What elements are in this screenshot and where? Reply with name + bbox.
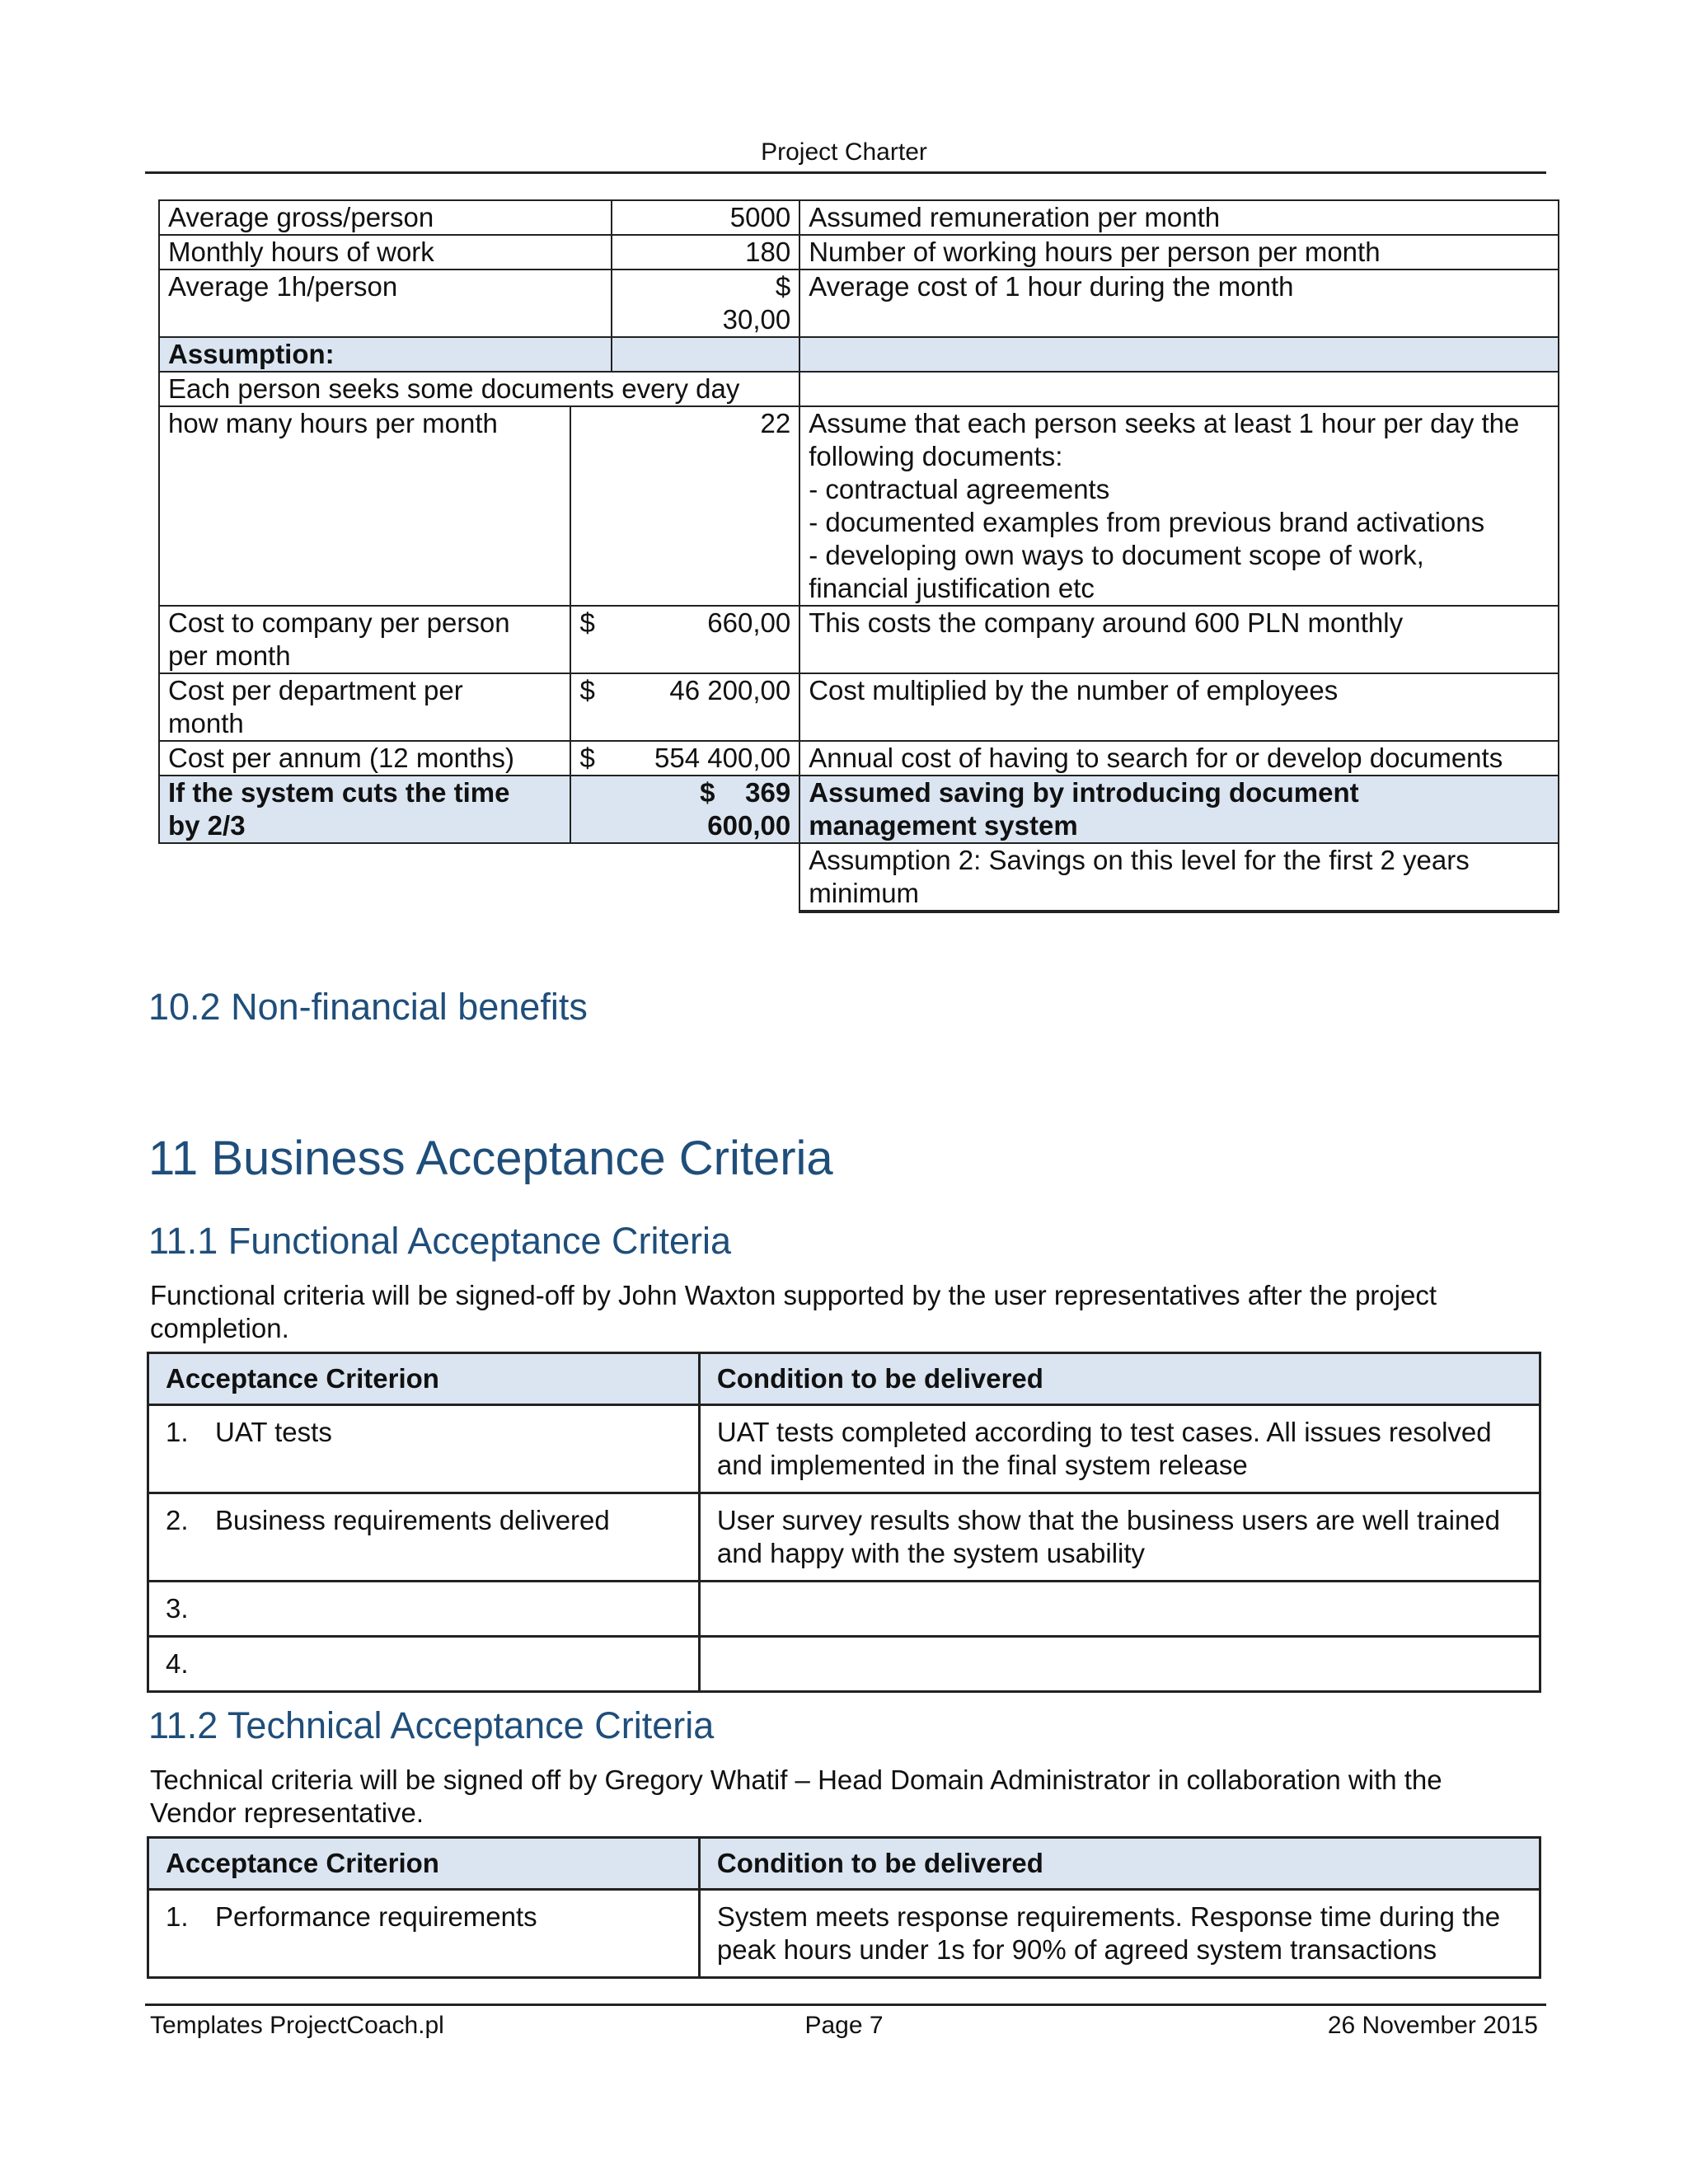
row-label: Monthly hours of work <box>159 235 612 269</box>
note-line: - contractual agreements <box>809 474 1110 504</box>
row-note: Assumed saving by introducing document management system <box>799 776 1559 843</box>
row-label: Cost per department per month <box>159 673 570 741</box>
section-heading-11-1: 11.1 Functional Acceptance Criteria <box>148 1220 732 1262</box>
condition-cell: System meets response requirements. Response time during the peak hours under 1s for 90% of agreed system transactions <box>699 1890 1540 1978</box>
row-note: Assumption 2: Savings on this level for the first 2 years minimum <box>799 843 1559 912</box>
table-row <box>148 1637 1540 1692</box>
assumption-text: Each person seeks some documents every day <box>159 372 799 406</box>
row-label: how many hours per month <box>159 406 570 606</box>
row-note <box>799 406 1559 606</box>
row-label: Cost per annum (12 months) <box>159 741 570 776</box>
note-line: following documents: <box>809 441 1063 471</box>
currency-symbol: $ <box>700 777 715 808</box>
table-row <box>159 843 1559 912</box>
section-heading-11: 11 Business Acceptance Criteria <box>148 1132 833 1185</box>
cost-table <box>158 199 1559 913</box>
footer-date: 26 November 2015 <box>1327 2012 1538 2039</box>
footer-left: Templates ProjectCoach.pl <box>150 2012 444 2039</box>
row-value: 22 <box>570 406 799 606</box>
amount: $ 369 600,00 <box>570 776 799 843</box>
table-header-row <box>148 1838 1540 1890</box>
section-heading-10-2: 10.2 Non-financial benefits <box>148 986 588 1028</box>
header-divider <box>145 171 1546 174</box>
note-line: financial justification etc <box>809 573 1095 603</box>
currency-symbol: $ <box>570 741 612 776</box>
table-row <box>159 776 1559 843</box>
table-row <box>159 673 1559 741</box>
amount: 554 400,00 <box>612 741 799 776</box>
condition-cell: User survey results show that the business users are well trained and happy with the system usability <box>699 1493 1540 1582</box>
functional-criteria-table <box>147 1352 1541 1693</box>
table-row <box>159 200 1559 235</box>
row-note: Average cost of 1 hour during the month <box>799 269 1559 337</box>
criterion-cell: 1. Performance requirements <box>148 1890 700 1978</box>
technical-intro: Technical criteria will be signed off by Gregory Whatif – Head Domain Administrator in collaboration with the Vendor representative. <box>150 1765 1442 1828</box>
note-line: - developing own ways to document scope of work, <box>809 540 1424 570</box>
page-number: Page 7 <box>804 2012 884 2039</box>
condition-cell: UAT tests completed according to test cases. All issues resolved and implemented in the final system release <box>699 1405 1540 1493</box>
table-row <box>159 337 1559 372</box>
table-row <box>148 1582 1540 1637</box>
criterion-cell: 1. UAT tests <box>148 1405 700 1493</box>
table-row <box>148 1493 1540 1582</box>
currency-symbol: $ <box>570 606 612 673</box>
criterion-cell: 2. Business requirements delivered <box>148 1493 700 1582</box>
row-note: Cost multiplied by the number of employees <box>799 673 1559 741</box>
condition-cell <box>699 1637 1540 1692</box>
row-note: Assumed remuneration per month <box>799 200 1559 235</box>
row-label: If the system cuts the time by 2/3 <box>159 776 570 843</box>
criterion-cell: 3. <box>148 1582 700 1637</box>
currency-symbol: $ <box>775 271 791 302</box>
table-row <box>159 606 1559 673</box>
amount: 660,00 <box>612 606 799 673</box>
table-header-row <box>148 1353 1540 1405</box>
row-value: 180 <box>612 235 799 269</box>
criterion-cell: 4. <box>148 1637 700 1692</box>
assumption-label: Assumption: <box>159 337 612 372</box>
table-row <box>159 406 1559 606</box>
note-line: Assume that each person seeks at least 1 hour per day the <box>809 408 1520 438</box>
column-header: Condition to be delivered <box>699 1838 1540 1890</box>
section-heading-11-2: 11.2 Technical Acceptance Criteria <box>148 1704 715 1746</box>
row-value <box>612 269 799 337</box>
table-row <box>148 1405 1540 1493</box>
amount: 46 200,00 <box>612 673 799 741</box>
row-label: Average gross/person <box>159 200 612 235</box>
currency-symbol: $ <box>570 673 612 741</box>
column-header: Acceptance Criterion <box>148 1838 700 1890</box>
row-label: Cost to company per person per month <box>159 606 570 673</box>
column-header: Condition to be delivered <box>699 1353 1540 1405</box>
amount: 30,00 <box>722 304 791 335</box>
row-value: 5000 <box>612 200 799 235</box>
footer-divider <box>145 2004 1546 2006</box>
table-row <box>159 269 1559 337</box>
row-note: This costs the company around 600 PLN monthly <box>799 606 1559 673</box>
page-header-title: Project Charter <box>761 138 927 166</box>
condition-cell <box>699 1582 1540 1637</box>
table-row <box>159 372 1559 406</box>
technical-criteria-table <box>147 1836 1541 1979</box>
table-row <box>159 741 1559 776</box>
table-row <box>148 1890 1540 1978</box>
row-label: Average 1h/person <box>159 269 612 337</box>
table-row <box>159 235 1559 269</box>
column-header: Acceptance Criterion <box>148 1353 700 1405</box>
functional-intro: Functional criteria will be signed-off by John Waxton supported by the user representatives after the project completion. <box>150 1280 1437 1343</box>
note-line: - documented examples from previous brand activations <box>809 507 1485 537</box>
row-note: Number of working hours per person per month <box>799 235 1559 269</box>
row-note: Annual cost of having to search for or develop documents <box>799 741 1559 776</box>
